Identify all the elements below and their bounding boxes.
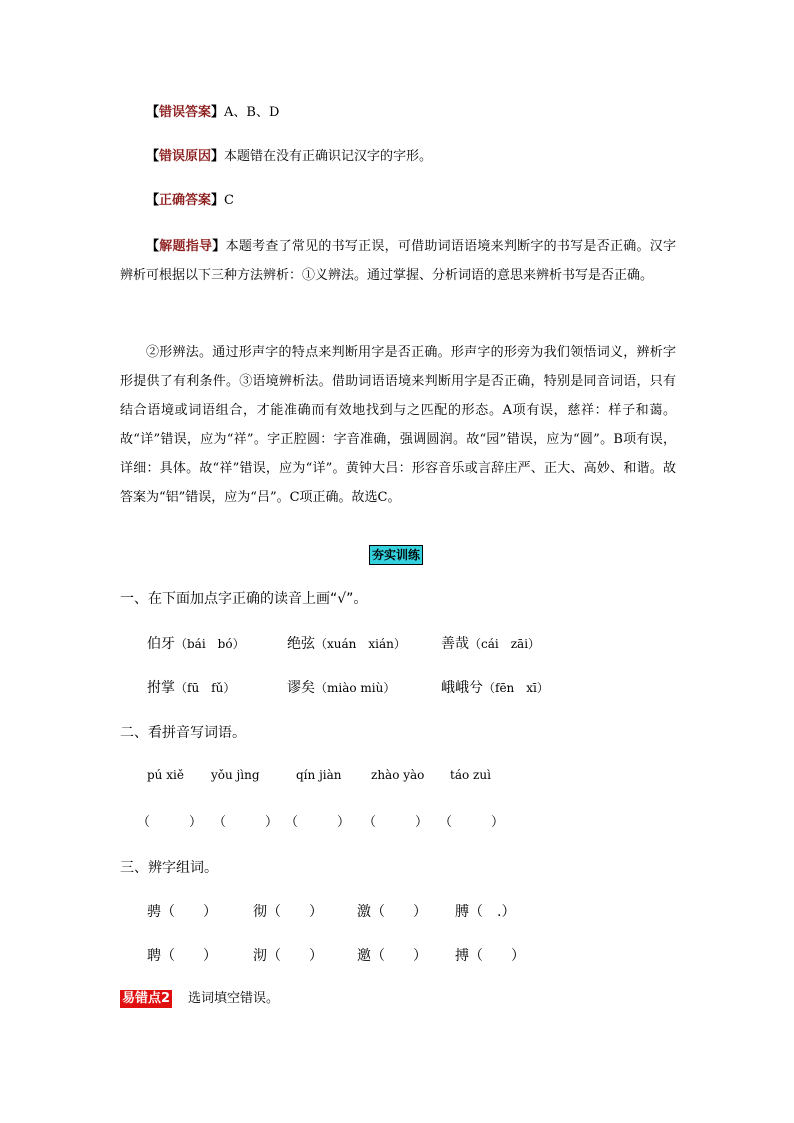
q3-item: 骋（ ） xyxy=(147,904,217,920)
q2-pinyin: zhào yào xyxy=(371,768,425,782)
question-3-title: 三、辨字组词。 xyxy=(120,860,218,876)
q1-item: 拊掌（fū fǔ） xyxy=(147,680,236,696)
q3-item: 聘（ ） xyxy=(147,948,217,964)
correct-answer-line xyxy=(146,191,234,211)
solution-guide-tag: 【解题指导】 xyxy=(146,239,226,254)
q1-item: 峨峨兮（fēn xī） xyxy=(441,680,549,696)
explanation-paragraph: ②形辨法。通过形声字的特点来判断用字是否正确。形声字的形旁为我们领悟词义，辨析字形提供了有利条件。③语境辨析法。借助词语语境来判断用字是否正确，特别是同音词语，只有结合语境或词语组合，才能准确而有效地找到与之匹配的形态。A项有误，慈祥：样子和蔼。故“详”错误，应为“祥”。字正腔圆：字音准确，强调圆润。故“园”错误，应为“圆”。B项有误，详细：具体。故“祥”错误，应为“详”。黄钟大吕：形容音乐或言辞庄严、正大、高妙、和谐。故答案为“铝”错误，应为“吕”。C项正确。故选C。 xyxy=(120,345,676,505)
section-title-badge: 夯实训练 xyxy=(369,545,423,565)
q2-answer-blank[interactable]: （ ） xyxy=(363,815,429,830)
q3-item: 搏（ ） xyxy=(455,948,525,964)
correct-answer-tag: 【正确答案】 xyxy=(146,193,225,208)
q3-item: 彻（ ） xyxy=(253,904,323,920)
q3-item: 邀（ ） xyxy=(357,948,427,964)
error-point-title: 选词填空错误。 xyxy=(188,991,280,1006)
error-point-badge: 易错点2 xyxy=(122,991,171,1006)
q1-item: 谬矣（miào miù） xyxy=(287,680,396,696)
q3-item: 沏（ ） xyxy=(253,948,323,964)
q2-answer-blank[interactable]: （ ） xyxy=(137,815,203,830)
q2-pinyin: qín jiàn xyxy=(296,768,342,782)
solution-guide-text: 本题考查了常见的书写正误，可借助词语语境来判断字的书写是否正确。汉字辨析可根据以下三种方法辨析：①义辨法。通过掌握、分析词语的意思来辨析书写是否正确。 xyxy=(120,239,676,283)
q3-item: 膊（ .） xyxy=(455,904,516,920)
q1-item: 伯牙（bái bó） xyxy=(147,636,245,652)
wrong-answer-value: A、B、D xyxy=(224,105,280,120)
solution-guide xyxy=(120,232,676,290)
q3-item: 激（ ） xyxy=(357,904,427,920)
q1-item: 善哉（cái zāi） xyxy=(441,636,541,652)
wrong-answer-tag: 【错误答案】 xyxy=(146,105,225,120)
question-2-title: 二、看拼音写词语。 xyxy=(120,725,246,741)
question-1-title: 一、在下面加点字正确的读音上画“√”。 xyxy=(120,591,368,607)
q1-item: 绝弦（xuán xián） xyxy=(287,636,406,652)
q2-pinyin: pú xiě xyxy=(147,768,184,782)
q2-answer-blank[interactable]: （ ） xyxy=(213,815,279,830)
wrong-reason-value: 本题错在没有正确识记汉字的字形。 xyxy=(224,149,433,164)
wrong-reason-tag: 【错误原因】 xyxy=(146,149,225,164)
q2-answer-blank[interactable]: （ ） xyxy=(439,815,505,830)
q2-pinyin: yǒu jìng xyxy=(211,768,260,782)
wrong-reason-line xyxy=(146,147,432,167)
q2-pinyin: táo zuì xyxy=(450,768,491,782)
wrong-answer-line xyxy=(146,103,279,123)
correct-answer-value: C xyxy=(224,193,234,208)
q2-answer-blank[interactable]: （ ） xyxy=(285,815,351,830)
